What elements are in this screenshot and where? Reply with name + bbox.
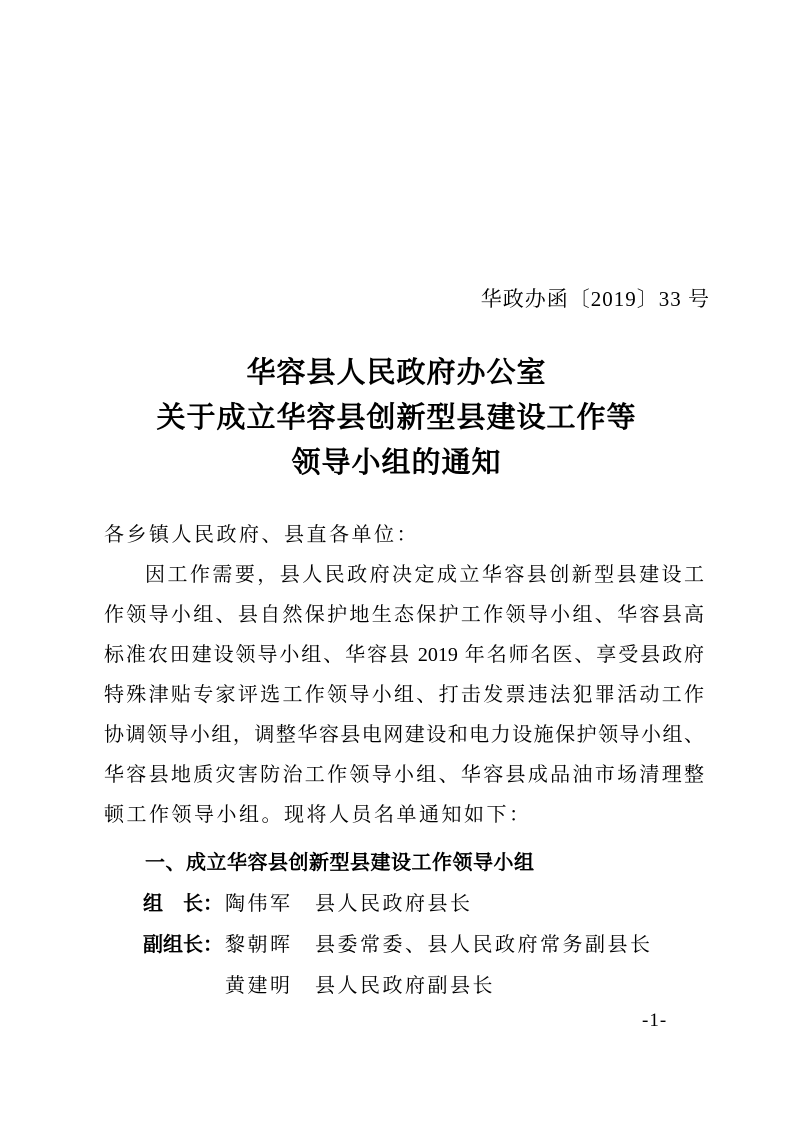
- section-1-roster: [143, 884, 753, 1007]
- salutation: 各乡镇人民政府、县直各单位：: [104, 524, 419, 546]
- doc-title: [0, 351, 793, 486]
- person-title: 县委常委、县人民政府常务副县长: [315, 934, 653, 956]
- page-number: -1-: [642, 1010, 668, 1031]
- roster-row: [143, 925, 753, 966]
- role-label: 副组长：: [143, 934, 223, 956]
- paragraph-line: 顿工作领导小组。现将人员名单通知如下：: [104, 804, 532, 826]
- role-label: 组 长：: [143, 893, 223, 915]
- paragraph-line: 华容县地质灾害防治工作领导小组、华容县成品油市场清理整: [104, 764, 704, 786]
- doc-number: 华政办函〔2019〕33 号: [480, 287, 710, 311]
- person-title: 县人民政府副县长: [315, 975, 495, 997]
- doc-body: [104, 515, 704, 835]
- paragraph-line: 因工作需要，县人民政府决定成立华容县创新型县建设工: [145, 564, 704, 586]
- paragraph-line: 协调领导小组，调整华容县电网建设和电力设施保护领导小组、: [104, 724, 704, 746]
- doc-title-line-3: 领导小组的通知: [291, 447, 502, 479]
- section-1-heading: 一、成立华容县创新型县建设工作领导小组: [145, 852, 535, 874]
- paragraph-line: 作领导小组、县自然保护地生态保护工作领导小组、华容县高: [104, 604, 704, 626]
- paragraph-line: 标准农田建设领导小组、华容县 2019 年名师名医、享受县政府: [104, 644, 704, 666]
- paragraph-line: 特殊津贴专家评选工作领导小组、打击发票违法犯罪活动工作: [104, 684, 704, 706]
- person-name: 黄建明: [225, 975, 293, 997]
- roster-row: [143, 966, 753, 1007]
- person-name: 陶伟军: [225, 893, 293, 915]
- doc-title-line-2: 关于成立华容县创新型县建设工作等: [156, 402, 637, 434]
- person-title: 县人民政府县长: [315, 893, 473, 915]
- doc-title-line-1: 华容县人民政府办公室: [246, 357, 547, 389]
- person-name: 黎朝晖: [225, 934, 293, 956]
- roster-row: [143, 884, 753, 925]
